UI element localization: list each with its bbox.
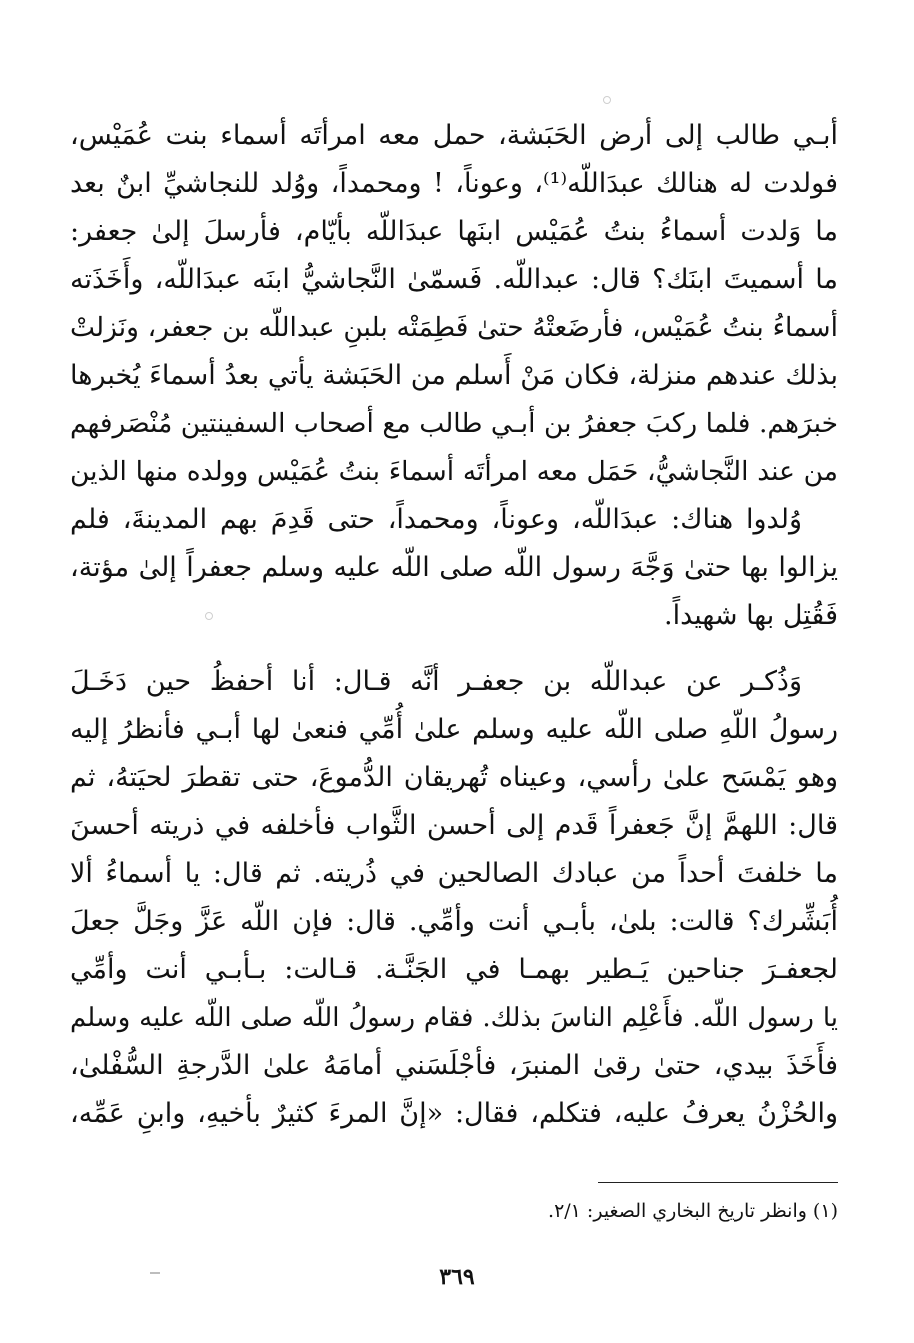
text-line: وَذُكـر عن عبداللّه بن جعفـر أنَّه قـال: أنا أحفظُ حين دَخَـلَ — [70, 666, 802, 697]
text-line: قال: اللهمَّ إنَّ جَعفراً قَدم إلى أحسن الثَّواب فأخلفه في ذريته أحسنَ — [70, 810, 838, 841]
text-line: ما وَلدت أسماءُ بنتُ عُمَيْس ابنَها عبدَاللّه بأيّام، فأرسلَ إلىٰ جعفر: — [70, 216, 838, 247]
paragraph-1 — [70, 112, 838, 640]
text-line: أسماءُ بنتُ عُمَيْس، فأرضَعتْهُ حتىٰ فَطِمَتْه بلبنِ عبداللّه بن جعفر، ونَزلتْ — [70, 312, 838, 343]
text-line: وُلدوا هناك: عبدَاللّه، وعوناً، ومحمداً، حتى قَدِمَ بهم المدينةَ، فلم — [70, 504, 802, 535]
text-line: أبـي طالب إلى أرض الحَبَشة، حمل معه امرأتَه أسماء بنت عُمَيْس، — [70, 120, 838, 151]
text-line: والحُزْنُ يعرفُ عليه، فتكلم، فقال: «إنَّ المرءَ كثيرٌ بأخيهِ، وابنِ عَمِّه، — [70, 1098, 838, 1129]
text-line: فولدت له هنالك عبدَاللّه⁽¹⁾، وعوناً، ! ومحمداً، ووُلد للنجاشيِّ ابنٌ بعد — [70, 168, 838, 199]
footnote: (١) وانظر تاريخ البخاري الصغير: ٢/١. — [548, 1200, 838, 1222]
text-line: يا رسول اللّه. فأَعْلِم الناسَ بذلك. فقام رسولُ اللّه صلى اللّه عليه وسلم — [70, 1003, 838, 1033]
page-number: ٣٦٩ — [439, 1264, 475, 1290]
text-line: يزالوا بها حتىٰ وَجَّهَ رسول اللّه صلى اللّه عليه وسلم جعفراً إلىٰ مؤتة، — [70, 552, 838, 583]
text-line: رسولُ اللّهِ صلى اللّه عليه وسلم علىٰ أُمِّي فنعىٰ لها أبـي فأنظرُ إليه — [70, 714, 838, 745]
text-line: بذلك عندهم منزلة، فكان مَنْ أَسلم من الحَبَشة يأتي بعدُ أسماءَ يُخبرها — [70, 360, 838, 391]
text-line: من عند النَّجاشيُّ، حَمَل معه امرأتَه أسماءَ بنتُ عُمَيْس وولده منها الذين — [70, 456, 838, 487]
footnote-divider — [598, 1182, 838, 1183]
text-line: خبرَهم. فلما ركبَ جعفرُ بن أبـي طالب مع أصحاب السفينتين مُنْصَرفهم — [70, 408, 838, 439]
paragraph-2 — [70, 658, 838, 1138]
text-line: لجعفـرَ جناحين يَـطير بهمـا في الجَنَّـة. قـالت: بـأبـي أنت وأمِّي — [70, 954, 838, 985]
text-line: ما أسميتَ ابنَك؟ قال: عبداللّه. فَسمّىٰ النَّجاشيُّ ابنَه عبدَاللّه، وأَخَذَته — [70, 264, 838, 295]
text-line: أُبَشِّرك؟ قالت: بلىٰ، بأبـي أنت وأمِّي. قال: فإن اللّه عَزَّ وجَلَّ جعلَ — [70, 906, 838, 937]
text-line: فَقُتِل بها شهيداً. — [664, 600, 838, 631]
text-line: وهو يَمْسَح علىٰ رأسي، وعيناه تُهريقان الدُّموعَ، حتى تقطرَ لحيَتهُ، ثم — [70, 762, 838, 793]
text-line: فأَخَذَ بيدي، حتىٰ رقىٰ المنبرَ، فأجْلَسَني أمامَهُ علىٰ الدَّرجةِ السُّفْلىٰ، — [70, 1050, 838, 1081]
text-line: ما خلفتَ أحداً من عبادك الصالحين في ذُريته. ثم قال: يا أسماءُ ألا — [70, 858, 838, 889]
scan-speck — [603, 96, 611, 104]
